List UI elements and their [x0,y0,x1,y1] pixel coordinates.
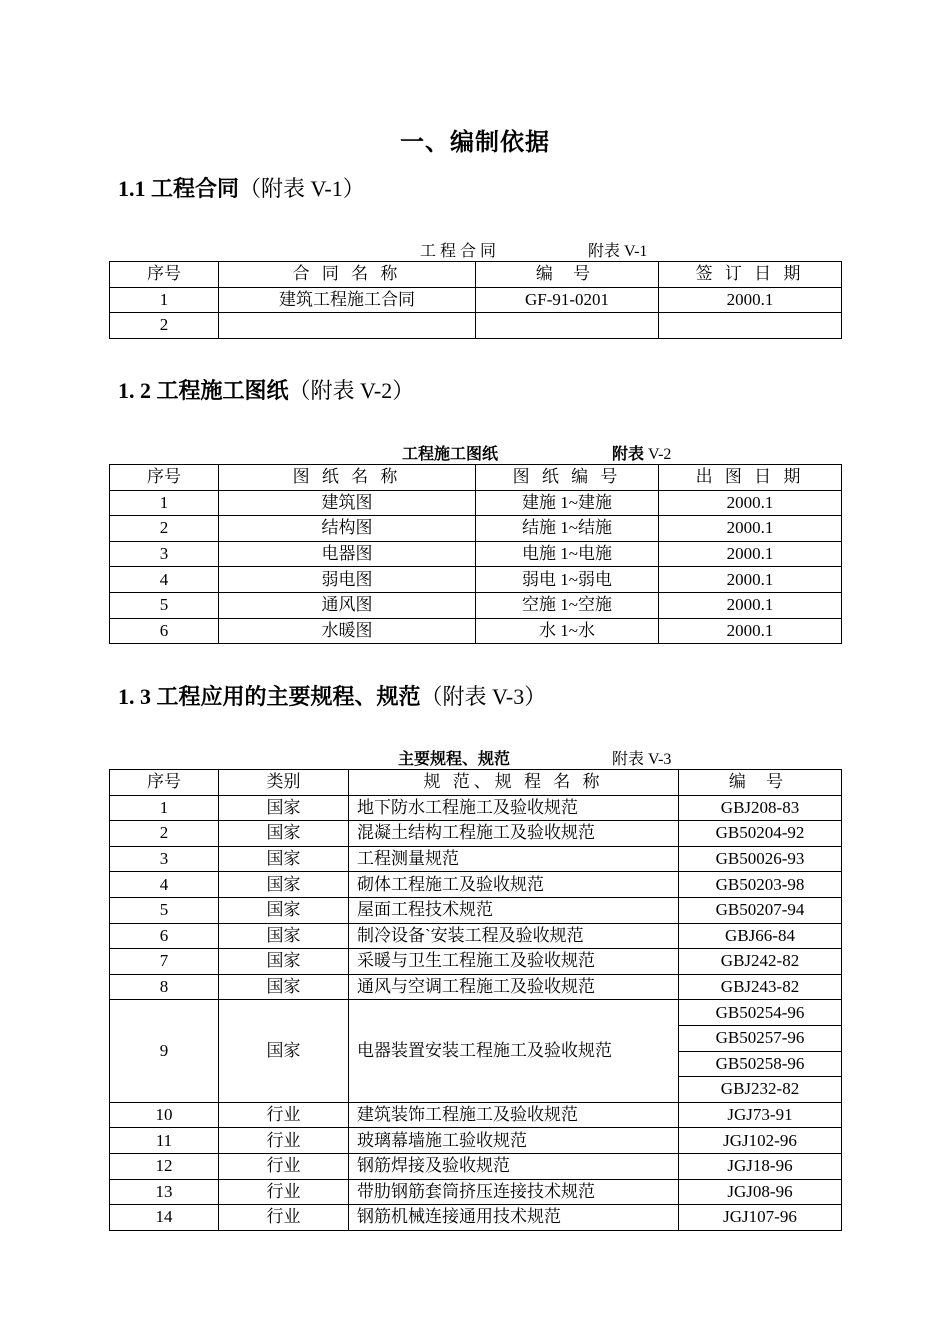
header-cell: 编 号 [476,262,659,288]
section-number: 1. 2 [118,378,151,403]
cell-code: 弱电 1~弱电 [476,567,659,593]
cell-name: 工程测量规范 [349,846,679,872]
cell-date [659,313,842,339]
table-row [110,1205,842,1231]
cell-date: 2000.1 [659,567,842,593]
cell-category: 国家 [219,974,349,1000]
cell-date: 2000.1 [659,516,842,542]
table-caption-ref: 附表 V-1 [588,243,648,260]
section-title: 工程合同 [151,176,240,201]
cell-category: 行业 [219,1205,349,1231]
cell-category: 国家 [219,897,349,923]
header-cell: 序号 [110,262,219,288]
cell-code: JGJ102-96 [679,1128,842,1154]
header-cell: 序号 [110,770,219,796]
table-caption-ref: 附表 V-3 [612,751,672,768]
cell-no: 14 [110,1205,219,1231]
table-row [110,541,842,567]
cell-name: 水暖图 [219,618,476,644]
cell-name: 钢筋机械连接通用技术规范 [349,1205,679,1231]
document-title: 一、编制依据 [400,130,550,156]
cell-date: 2000.1 [659,592,842,618]
table-row [110,592,842,618]
table-row [110,821,842,847]
header-cell: 类别 [219,770,349,796]
table-row [110,1128,842,1154]
cell-category: 国家 [219,846,349,872]
cell-code: GBJ66-84 [679,923,842,949]
cell-name: 玻璃幕墙施工验收规范 [349,1128,679,1154]
cell-no: 2 [110,821,219,847]
cell-no: 1 [110,490,219,516]
table-row [110,949,842,975]
header-cell: 图 纸 名 称 [219,465,476,491]
cell-code: GB50207-94 [679,897,842,923]
cell-name: 钢筋焊接及验收规范 [349,1153,679,1179]
cell-date: 2000.1 [659,490,842,516]
cell-code: 水 1~水 [476,618,659,644]
cell-code: GBJ243-82 [679,974,842,1000]
cell-code: GB50257-96 [679,1025,842,1051]
cell-code: GB50258-96 [679,1051,842,1077]
header-cell: 规 范、规 程 名 称 [349,770,679,796]
table-header-row [110,262,842,288]
cell-code: GB50254-96 [679,1000,842,1026]
cell-code: JGJ08-96 [679,1179,842,1205]
cell-name: 制冷设备`安装工程及验收规范 [349,923,679,949]
cell-code: JGJ18-96 [679,1153,842,1179]
cell-no: 6 [110,618,219,644]
cell-name: 结构图 [219,516,476,542]
cell-no: 10 [110,1102,219,1128]
codes-table [109,769,842,1231]
cell-code: GB50026-93 [679,846,842,872]
cell-code: 建施 1~建施 [476,490,659,516]
table-caption-ref [612,441,671,464]
cell-name: 屋面工程技术规范 [349,897,679,923]
header-cell: 序号 [110,465,219,491]
table-row [110,1153,842,1179]
cell-name: 地下防水工程施工及验收规范 [349,795,679,821]
cell-code [476,313,659,339]
cell-no: 3 [110,541,219,567]
header-cell: 图 纸 编 号 [476,465,659,491]
cell-no: 5 [110,897,219,923]
cell-code: GBJ232-82 [679,1077,842,1103]
cell-category: 行业 [219,1102,349,1128]
caption-ref-code: V-2 [648,446,672,463]
section-ref: （附表 V-2） [288,378,415,403]
table-row-merged [110,1000,842,1026]
cell-code: 电施 1~电施 [476,541,659,567]
cell-no: 13 [110,1179,219,1205]
cell-no: 4 [110,567,219,593]
table-caption-title: 工程施工图纸 [402,446,499,463]
cell-name: 通风与空调工程施工及验收规范 [349,974,679,1000]
cell-date: 2000.1 [659,618,842,644]
table-row [110,923,842,949]
table-row [110,490,842,516]
cell-name: 带肋钢筋套筒挤压连接技术规范 [349,1179,679,1205]
header-cell: 出 图 日 期 [659,465,842,491]
cell-name: 建筑工程施工合同 [219,287,476,313]
cell-name: 混凝土结构工程施工及验收规范 [349,821,679,847]
cell-code: GBJ242-82 [679,949,842,975]
cell-no: 8 [110,974,219,1000]
table-caption-title: 主要规程、规范 [398,751,511,768]
cell-no: 1 [110,287,219,313]
header-cell: 合 同 名 称 [219,262,476,288]
cell-no: 9 [110,1000,219,1102]
table-row [110,567,842,593]
table-row [110,897,842,923]
cell-name: 建筑装饰工程施工及验收规范 [349,1102,679,1128]
contract-table [109,261,842,339]
table-row [110,516,842,542]
cell-date: 2000.1 [659,541,842,567]
cell-category: 国家 [219,821,349,847]
cell-category: 行业 [219,1153,349,1179]
cell-no: 4 [110,872,219,898]
header-cell: 编 号 [679,770,842,796]
cell-category: 国家 [219,795,349,821]
section-title: 工程应用的主要规程、规范 [156,684,421,709]
cell-name: 电器装置安装工程施工及验收规范 [349,1000,679,1102]
table-row [110,872,842,898]
section-number: 1.1 [118,176,146,201]
section-ref: （附表 V-3） [420,684,547,709]
cell-code: 结施 1~结施 [476,516,659,542]
cell-no: 11 [110,1128,219,1154]
caption-ref-label: 附表 [612,446,645,463]
section-number: 1. 3 [118,684,151,709]
cell-no: 12 [110,1153,219,1179]
drawings-table [109,464,842,644]
cell-category: 行业 [219,1179,349,1205]
table-header-row [110,465,842,491]
cell-name: 弱电图 [219,567,476,593]
section-ref: （附表 V-1） [239,176,365,201]
cell-name: 建筑图 [219,490,476,516]
cell-category: 国家 [219,1000,349,1102]
cell-date: 2000.1 [659,287,842,313]
cell-no: 5 [110,592,219,618]
cell-name [219,313,476,339]
cell-code: 空施 1~空施 [476,592,659,618]
cell-code: GB50204-92 [679,821,842,847]
table-row [110,1102,842,1128]
cell-category: 行业 [219,1128,349,1154]
cell-category: 国家 [219,872,349,898]
cell-code: GB50203-98 [679,872,842,898]
table-row [110,618,842,644]
table-row [110,313,842,339]
table-row [110,846,842,872]
table-row [110,287,842,313]
cell-name: 砌体工程施工及验收规范 [349,872,679,898]
cell-no: 7 [110,949,219,975]
table-row [110,795,842,821]
cell-name: 电器图 [219,541,476,567]
cell-no: 6 [110,923,219,949]
table-header-row [110,770,842,796]
cell-code: GBJ208-83 [679,795,842,821]
cell-no: 1 [110,795,219,821]
header-cell: 签 订 日 期 [659,262,842,288]
cell-name: 通风图 [219,592,476,618]
section-heading-codes [118,680,546,711]
cell-code: GF-91-0201 [476,287,659,313]
cell-category: 国家 [219,923,349,949]
cell-no: 2 [110,516,219,542]
section-heading-contract [118,172,365,203]
section-title: 工程施工图纸 [156,378,289,403]
cell-name: 采暖与卫生工程施工及验收规范 [349,949,679,975]
cell-category: 国家 [219,949,349,975]
section-heading-drawings [118,374,414,405]
cell-no: 2 [110,313,219,339]
cell-code: JGJ107-96 [679,1205,842,1231]
table-row [110,974,842,1000]
table-caption-title: 工 程 合 同 [420,243,497,260]
cell-no: 3 [110,846,219,872]
table-row [110,1179,842,1205]
cell-code: JGJ73-91 [679,1102,842,1128]
